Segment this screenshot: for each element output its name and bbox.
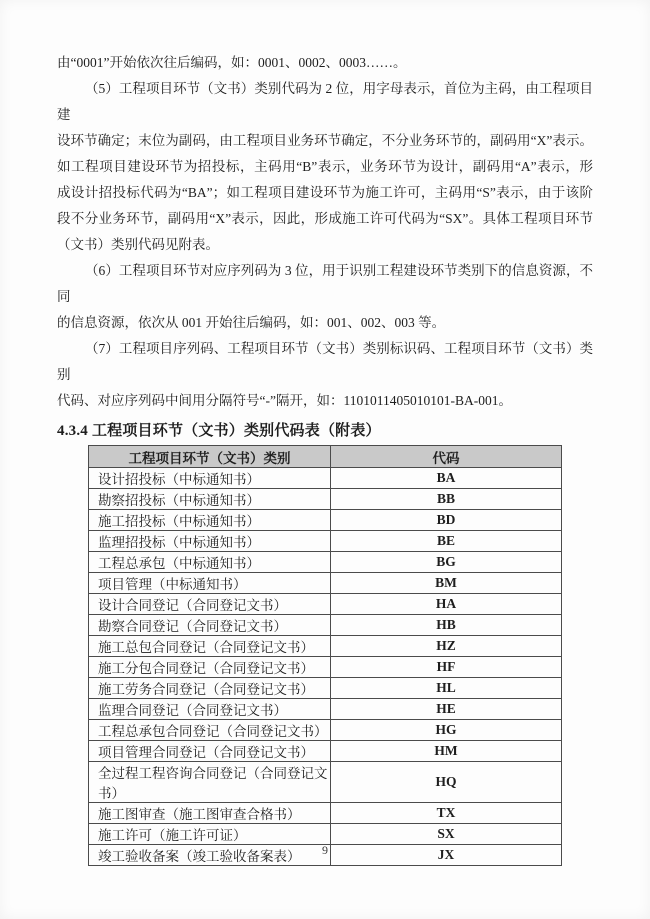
category-cell: 项目管理（中标通知书） <box>89 573 331 594</box>
page-content <box>57 50 593 866</box>
category-cell: 竣工验收备案（竣工验收备案表） <box>89 845 331 866</box>
code-cell: BB <box>331 489 562 510</box>
page-number: 9 <box>322 843 328 857</box>
body-line: 成设计招投标代码为“BA”；如工程项目建设环节为施工许可，主码用“S”表示，由于该阶 <box>57 185 593 200</box>
category-cell: 监理合同登记（合同登记文书） <box>89 699 331 720</box>
code-cell: HZ <box>331 636 562 657</box>
code-table <box>88 445 562 866</box>
table-row <box>89 741 562 762</box>
code-cell: BM <box>331 573 562 594</box>
category-cell: 全过程工程咨询合同登记（合同登记文书） <box>89 762 331 803</box>
code-cell: BE <box>331 531 562 552</box>
code-cell: HB <box>331 615 562 636</box>
category-cell: 施工招投标（中标通知书） <box>89 510 331 531</box>
category-cell: 施工总包合同登记（合同登记文书） <box>89 636 331 657</box>
table-row <box>89 762 562 803</box>
section-heading: 4.3.4 工程项目环节（文书）类别代码表（附表） <box>57 423 381 439</box>
category-cell: 工程总承包合同登记（合同登记文书） <box>89 720 331 741</box>
table-row <box>89 594 562 615</box>
table-row <box>89 510 562 531</box>
body-text <box>57 50 593 414</box>
category-cell: 施工分包合同登记（合同登记文书） <box>89 657 331 678</box>
code-table-body <box>89 468 562 866</box>
category-cell: 项目管理合同登记（合同登记文书） <box>89 741 331 762</box>
code-cell: HQ <box>331 762 562 803</box>
body-line: （文书）类别代码见附表。 <box>57 237 219 252</box>
code-cell: HF <box>331 657 562 678</box>
code-cell: HL <box>331 678 562 699</box>
category-cell: 监理招投标（中标通知书） <box>89 531 331 552</box>
code-cell: SX <box>331 824 562 845</box>
table-row <box>89 573 562 594</box>
category-cell: 施工图审查（施工图审查合格书） <box>89 803 331 824</box>
body-line: 设环节确定；末位为副码，由工程项目业务环节确定，不分业务环节的，副码用“X”表示。 <box>57 133 593 148</box>
body-line: 段不分业务环节，副码用“X”表示，因此，形成施工许可代码为“SX”。具体工程项目环节 <box>57 211 593 226</box>
body-line: 代码、对应序列码中间用分隔符号“-”隔开，如：1101011405010101-BA-001。 <box>57 393 512 408</box>
table-row <box>89 552 562 573</box>
body-line: 由“0001”开始依次往后编码，如：0001、0002、0003……。 <box>57 55 407 70</box>
header-code: 代码 <box>331 446 562 468</box>
body-line: （6）工程项目环节对应序列码为 3 位，用于识别工程建设环节类别下的信息资源，不同 <box>57 263 593 304</box>
table-header-row <box>89 446 562 468</box>
table-row <box>89 531 562 552</box>
code-cell: HE <box>331 699 562 720</box>
table-row <box>89 824 562 845</box>
code-cell: HM <box>331 741 562 762</box>
code-table-head <box>89 446 562 468</box>
category-cell: 施工劳务合同登记（合同登记文书） <box>89 678 331 699</box>
code-cell: BD <box>331 510 562 531</box>
category-cell: 设计招投标（中标通知书） <box>89 468 331 489</box>
table-row <box>89 489 562 510</box>
body-line: 如工程项目建设环节为招投标，主码用“B”表示，业务环节为设计，副码用“A”表示，形 <box>57 159 593 174</box>
table-row <box>89 720 562 741</box>
header-category: 工程项目环节（文书）类别 <box>89 446 331 468</box>
table-row <box>89 468 562 489</box>
table-row <box>89 678 562 699</box>
table-row <box>89 699 562 720</box>
category-cell: 设计合同登记（合同登记文书） <box>89 594 331 615</box>
table-row <box>89 803 562 824</box>
code-cell: HG <box>331 720 562 741</box>
code-cell: BG <box>331 552 562 573</box>
body-line: 的信息资源，依次从 001 开始往后编码，如：001、002、003 等。 <box>57 315 446 330</box>
body-line: （7）工程项目序列码、工程项目环节（文书）类别标识码、工程项目环节（文书）类别 <box>57 341 593 382</box>
code-cell: TX <box>331 803 562 824</box>
code-cell: HA <box>331 594 562 615</box>
category-cell: 勘察招投标（中标通知书） <box>89 489 331 510</box>
code-cell: BA <box>331 468 562 489</box>
code-cell: JX <box>331 845 562 866</box>
table-row <box>89 657 562 678</box>
category-cell: 工程总承包（中标通知书） <box>89 552 331 573</box>
category-cell: 勘察合同登记（合同登记文书） <box>89 615 331 636</box>
body-line: （5）工程项目环节（文书）类别代码为 2 位，用字母表示，首位为主码，由工程项目建 <box>57 81 593 122</box>
table-row <box>89 636 562 657</box>
category-cell: 施工许可（施工许可证） <box>89 824 331 845</box>
table-row <box>89 615 562 636</box>
